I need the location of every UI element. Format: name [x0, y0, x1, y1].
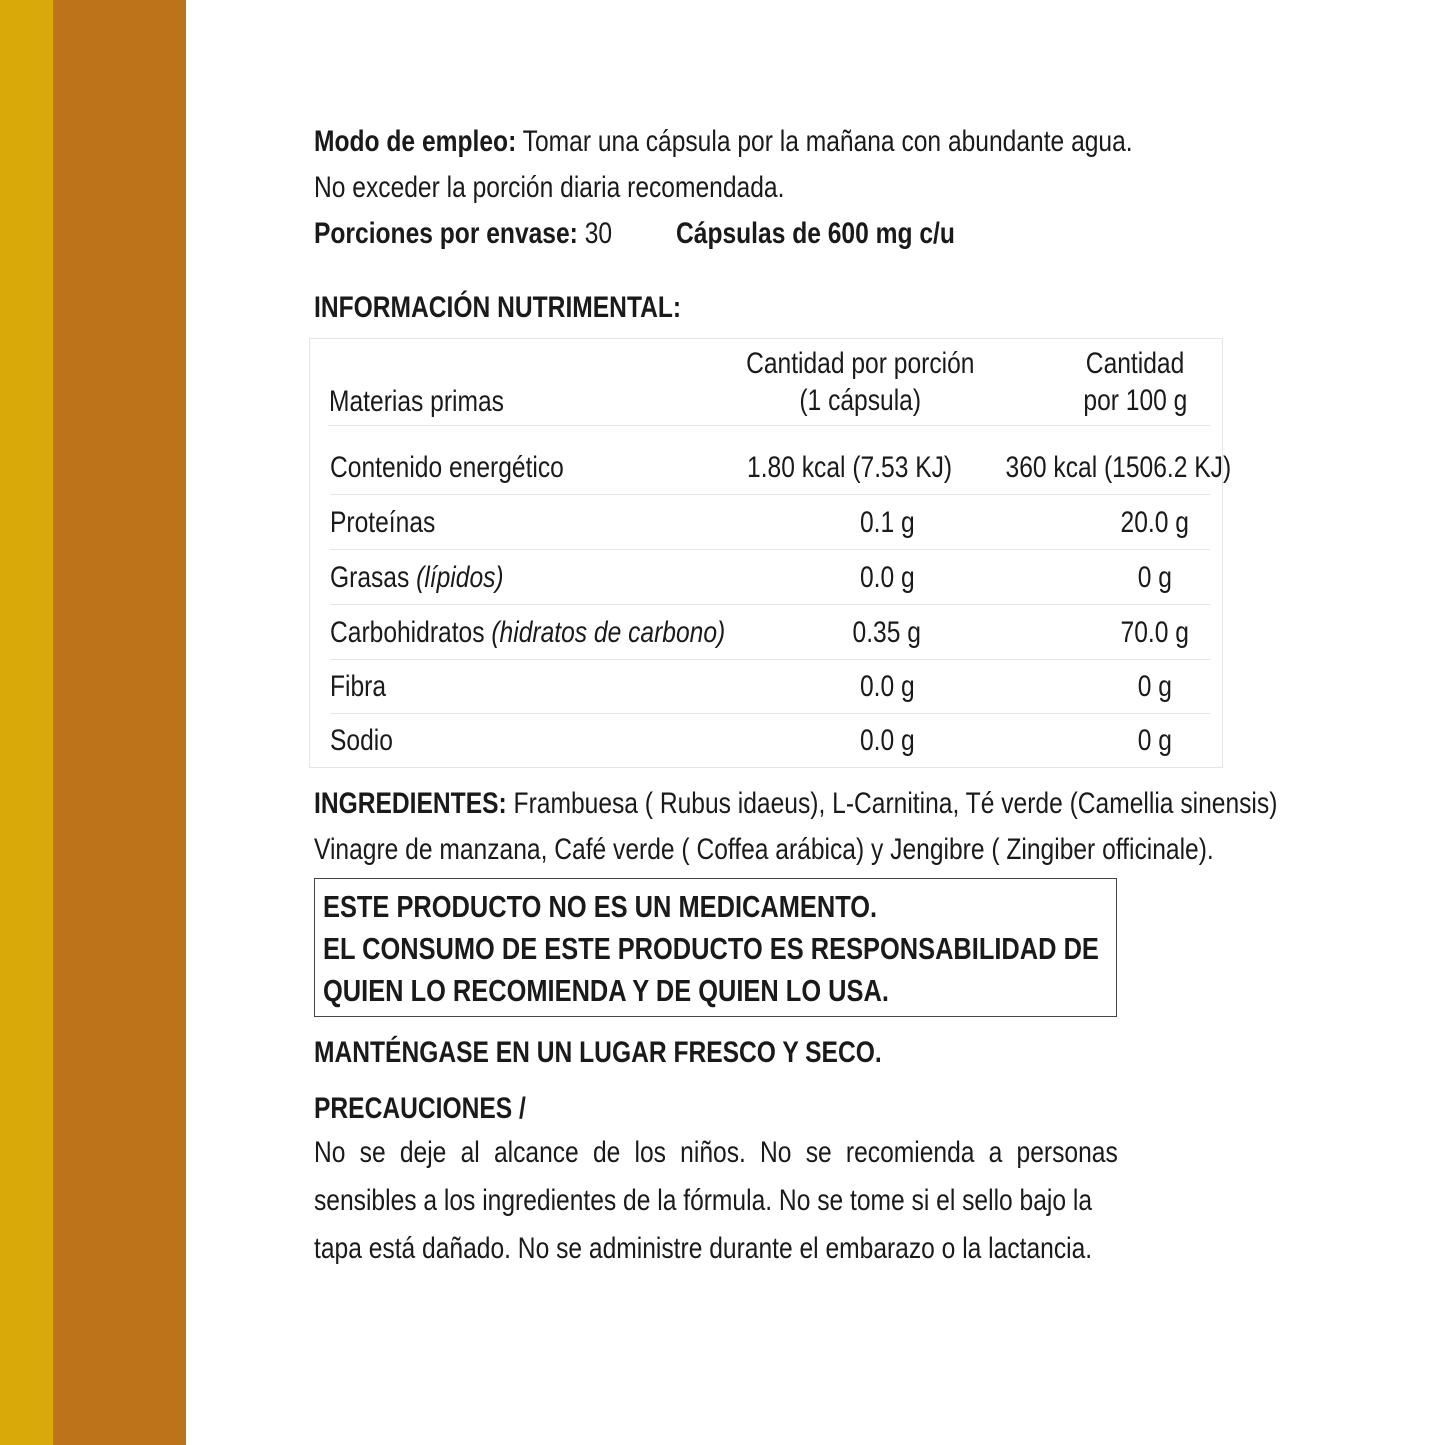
- usage-instructions: [314, 119, 1312, 211]
- left-yellow-stripe: [0, 0, 53, 1445]
- table-row: [330, 660, 1210, 714]
- row-per100: 360 kcal (1506.2 KJ): [1005, 451, 1232, 484]
- header-per-100g-line1: Cantidad: [1085, 347, 1185, 380]
- row-name: Contenido energético: [330, 451, 564, 484]
- ingredients: [314, 781, 1445, 873]
- warning-line3: QUIEN LO RECOMIENDA Y DE QUIEN LO USA.: [323, 973, 889, 1008]
- header-per-100g-line2: por 100 g: [1083, 384, 1187, 417]
- precautions-line1: No se deje al alcance de los niños. No se recomienda a personas: [314, 1136, 1118, 1169]
- precautions-text: [314, 1129, 1294, 1273]
- row-per100: 0 g: [1137, 724, 1173, 757]
- usage-text-line1: Tomar una cápsula por la mañana con abundante agua.: [516, 125, 1133, 158]
- row-name: Carbohidratos: [330, 616, 492, 649]
- header-raw-materials: [329, 383, 542, 420]
- ingredients-line2: Vinagre de manzana, Café verde ( Coffea arábica) y Jengibre ( Zingiber officinale).: [314, 833, 1214, 866]
- nutrition-table: [309, 338, 1232, 768]
- precautions-title-text: PRECAUCIONES /: [314, 1092, 526, 1125]
- header-per-serving-line2: (1 cápsula): [799, 384, 921, 417]
- usage-text-line2: No exceder la porción diaria recomendada.: [314, 171, 785, 204]
- header-divider: [328, 425, 1210, 426]
- precautions-title: [314, 1086, 572, 1132]
- warning-line1: ESTE PRODUCTO NO ES UN MEDICAMENTO.: [323, 889, 878, 924]
- table-row: [330, 606, 1210, 660]
- warning-box: [314, 878, 1117, 1017]
- ingredients-line1: Frambuesa ( Rubus idaeus), L-Carnitina, Té verde (Camellia sinensis): [506, 787, 1278, 820]
- row-serving: 0.1 g: [859, 506, 915, 539]
- table-row: [330, 714, 1210, 768]
- header-per-serving: [710, 345, 1010, 419]
- nutrition-title-text: INFORMACIÓN NUTRIMENTAL:: [314, 291, 682, 324]
- table-row: [330, 551, 1210, 605]
- warning-line2: EL CONSUMO DE ESTE PRODUCTO ES RESPONSABILIDAD DE: [323, 931, 1099, 966]
- left-amber-stripe: [53, 0, 186, 1445]
- servings-line: [314, 211, 955, 257]
- precautions-line2: sensibles a los ingredientes de la fórmula. No se tome si el sello bajo la: [314, 1184, 1093, 1217]
- header-per-100g: [1055, 345, 1215, 419]
- row-serving: 1.80 kcal (7.53 KJ): [747, 451, 953, 484]
- row-name: Grasas: [330, 561, 417, 594]
- row-serving: 0.0 g: [859, 670, 915, 703]
- row-per100: 70.0 g: [1120, 616, 1190, 649]
- capsule-size: Cápsulas de 600 mg c/u: [676, 217, 955, 250]
- table-row: [330, 496, 1210, 550]
- storage-text: MANTÉNGASE EN UN LUGAR FRESCO Y SECO.: [314, 1036, 882, 1069]
- row-name: Sodio: [330, 724, 393, 757]
- servings-label: Porciones por envase:: [314, 217, 578, 250]
- header-raw-materials-text: Materias primas: [329, 385, 504, 418]
- row-per100: 0 g: [1137, 561, 1173, 594]
- row-note: (lípidos): [416, 561, 504, 594]
- row-name: Fibra: [330, 670, 387, 703]
- row-per100: 20.0 g: [1120, 506, 1190, 539]
- header-per-serving-line1: Cantidad por porción: [745, 347, 975, 380]
- row-note: (hidratos de carbono): [491, 616, 726, 649]
- usage-label: Modo de empleo:: [314, 125, 517, 158]
- nutrition-title: [314, 285, 762, 331]
- row-per100: 0 g: [1137, 670, 1173, 703]
- ingredients-label: INGREDIENTES:: [314, 787, 507, 820]
- row-serving: 0.0 g: [859, 724, 915, 757]
- table-row: [330, 441, 1232, 495]
- precautions-line3: tapa está dañado. No se administre durante el embarazo o la lactancia.: [314, 1232, 1093, 1265]
- row-serving: 0.35 g: [852, 616, 922, 649]
- servings-value: 30: [577, 217, 613, 250]
- row-name: Proteínas: [330, 506, 436, 539]
- row-serving: 0.0 g: [859, 561, 915, 594]
- storage-instructions: [314, 1030, 1006, 1076]
